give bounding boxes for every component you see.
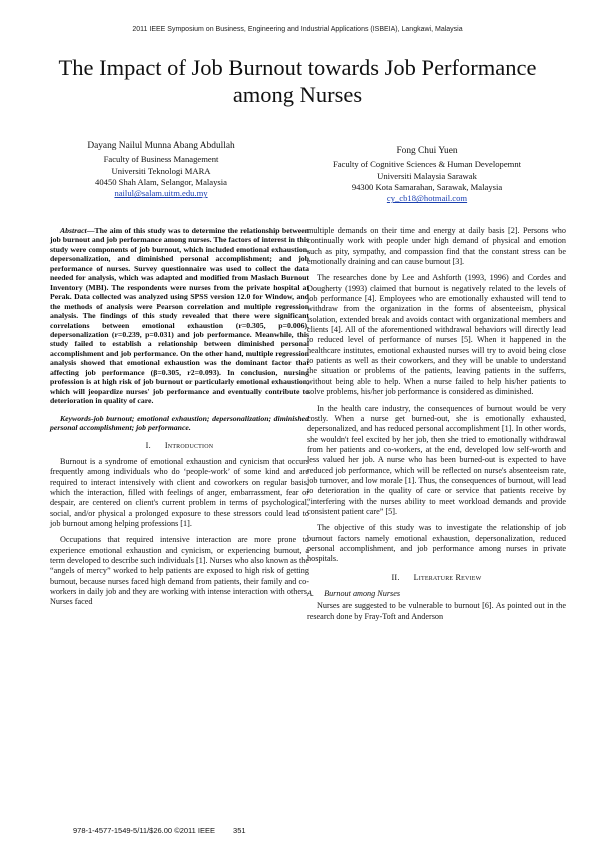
author-block-1 (36, 141, 286, 199)
abstract (50, 226, 309, 406)
keywords: Keywords-job burnout; emotional exhaustion; depersonalization; diminished personal accomplishment; job performance. (50, 413, 309, 433)
title-line-1: The Impact of Job Burnout towards Job Performance (58, 55, 537, 80)
author-block-2 (302, 146, 552, 204)
body-paragraph: In the health care industry, the consequences of burnout would be very costly. When a nurse get burned-out, she is emotionally exhausted, depersonalized, and has reduced personal accomplishment [1]. In other words, she wouldn't feel excited by her job, then she tried to emotionally withdrawal from her patients and co-workers, at the end, developed low self-worth and less valued her job. A nurse who has been burned-out is expected to have reduced job performance, which will be reflected on nurse's absenteeism rate, job turnover, and low morale [1]. Thus, the consequences of burnout, will lead to deterioration in the quality of care or service that patients receive by “interfering with the nurses ability to meet workload demands and provide consistent patient care” [5]. (307, 403, 566, 516)
section-heading-literature-review (307, 573, 566, 583)
section-title: Introduction (164, 440, 214, 450)
author-address: 40450 Shah Alam, Selangor, Malaysia (95, 176, 227, 187)
body-paragraph: Nurses are suggested to be vulnerable to burnout [6]. As pointed out in the research done by Fray-Toft and Anderson (307, 601, 566, 621)
author-dept: Faculty of Business Management (103, 154, 219, 165)
footer-isbn: 978-1-4577-1549-5/11/$26.00 ©2011 IEEE (73, 826, 216, 835)
title-line-2: among Nurses (232, 82, 363, 107)
author-email-link[interactable]: nailul@salam.uitm.edu.my (114, 188, 208, 199)
author-name: Dayang Nailul Munna Abang Abdullah (87, 141, 235, 151)
author-address: 94300 Kota Samarahan, Sarawak, Malaysia (351, 181, 503, 192)
paper-title (30, 54, 565, 108)
author-email-link[interactable]: cy_cb18@hotmail.com (386, 193, 468, 204)
section-number: II. (391, 572, 400, 582)
author-name: Fong Chui Yuen (396, 146, 458, 156)
subsection-label: A. (307, 589, 315, 598)
section-heading-introduction (50, 441, 309, 451)
left-column (50, 226, 309, 608)
abstract-label: Abstract (60, 226, 87, 235)
right-column (307, 226, 566, 622)
body-paragraph: The objective of this study was to investigate the relationship of job burnout factors namely emotional exhaustion, depersonalization, reduced personal accomplishment, and job performance among nurses in private hospitals. (307, 523, 566, 564)
author-dept: Faculty of Cognitive Sciences & Human Developemnt (332, 159, 522, 170)
section-title: Literature Review (413, 572, 482, 582)
body-paragraph: Burnout is a syndrome of emotional exhaustion and cynicism that occurs frequently among individuals who do ‘people-work’ of some kind and are required to interact intensively with client and coworkers on regular basis, which the interaction, filled with feelings of anger, embarrassment, fear or despair, are centered on client's current problem in terms of psychological, social, and/or physical a prolonged exposure to these stressors could lead to job burnout among helping professions [1]. (50, 456, 309, 528)
subsection-heading (307, 589, 566, 599)
body-paragraph: Occupations that required intensive interaction are more prone to experience emotional exhaustion and cynicism, or experiencing burnout, a term developed to describe such individuals [1]. Nurses who also known as the “angels of mercy” worked to help patients are exposed to high risk of getting burnout, because nurses faced high demand from patients, their family and co-workers in daily job and they are working with intense interaction with others. Nurses faced (50, 535, 309, 607)
section-number: I. (145, 440, 151, 450)
author-university: Universiti Teknologi MARA (111, 165, 211, 176)
page-number: 351 (233, 826, 246, 835)
subsection-title: Burnout among Nurses (324, 589, 401, 598)
author-university: Universiti Malaysia Sarawak (377, 170, 477, 181)
abstract-text: —The aim of this study was to determine the relationship between job burnout and job performance among nurses. The factors of interest in this study were components of job burnout, which included emotional exhaustion, depersonalization, and diminished personal accomplishment; and job performance of nurses. Survey questionnaire was used to collect the data needed for analysis, which was adapted and modified from Maslach Burnout Inventory (MBI). The respondents were nurses from the private hospital at Perak. Data collected was analyzed using SPSS version 12.0 for Window, and the methods of analysis were Pearson correlation and multiple regression analysis. The findings of this study revealed that there were significant correlations between emotional exhaustion (r=0.305, p=0.006), depersonalization (r=0.239, p=0.031) and job performance. Meanwhile, this study failed to establish a relationship between diminished personal accomplishment and job performance. On the other hand, multiple regression analysis showed that emotional exhaustion was the dominant factor that affecting job performance (β=0.305, r2=0.093). In conclusion, nursing profession is at high risk of job burnout or particularly emotional exhaustion, which will jeopardize nurses' job performance and eventually contribute to deterioration in quality of care. (50, 226, 309, 406)
body-paragraph: multiple demands on their time and energy at daily basis [2]. Persons who continually work with people under high demand of physical and emotion such as pity, sympathy, and compassion find that the constant stress can be emotionally draining and can cause burnout [3]. (307, 226, 566, 267)
page-footer (73, 826, 246, 835)
conference-header: 2011 IEEE Symposium on Business, Engineering and Industrial Applications (ISBEIA), Langkawi, Malaysia (132, 26, 463, 33)
body-paragraph: The researches done by Lee and Ashforth (1993, 1996) and Cordes and Dougherty (1993) claimed that burnout is negatively related to the levels of job performance [4]. Employees who are emotionally exhausted will tend to withdraw from the organization in the forms of absenteeism, physical isolation, extended break and avoids contact with organizational members and clients [4]. All of the aforementioned withdrawal behaviors will directly lead to reduced level of performance of nurses [5]. When it happened in the healthcare institutes, emotional exhausted nurses will try to avoid being close to patients as well as their coworkers, and they will be unable to understand the situation or problems of the patients, leaving patients in the sufferrs, without being able to help. When a nurse failed to help his/her patients to solve problems, his/her job performance is considered as diminished. (307, 273, 566, 397)
